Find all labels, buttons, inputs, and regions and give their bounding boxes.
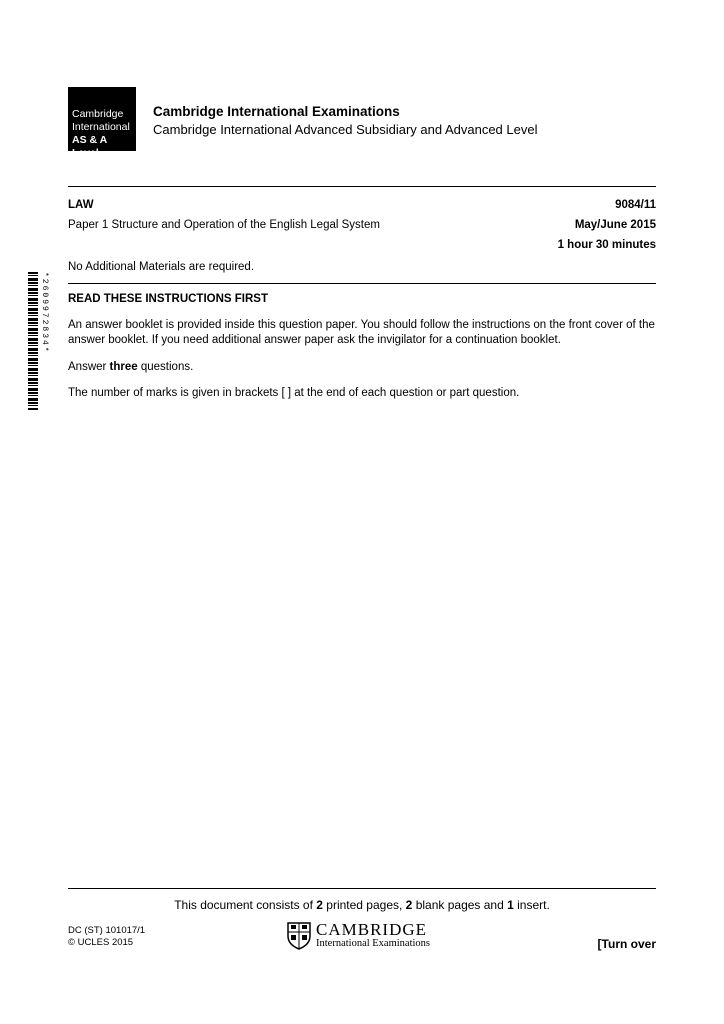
footer-divider <box>68 888 656 889</box>
instructions-divider <box>68 283 656 284</box>
materials-note: No Additional Materials are required. <box>68 261 255 273</box>
footer-codes <box>68 925 145 949</box>
cambridge-as-a-level-logo <box>68 87 136 159</box>
barcode-graphic <box>28 272 38 410</box>
turn-over-note: [Turn over <box>597 937 656 951</box>
document-code: DC (ST) 101017/1 <box>68 925 146 936</box>
subject-name: LAW <box>68 199 94 211</box>
exam-session: May/June 2015 <box>574 219 656 231</box>
qualification-subtitle: Cambridge International Advanced Subsidiary and Advanced Level <box>153 122 538 137</box>
instruction-answer-booklet: An answer booklet is provided inside this question paper. You should follow the instructions on the front cover of the answer booklet. If you need additional answer paper ask the invigilator for a continuation booklet. <box>68 319 655 346</box>
paper-code: 9084/11 <box>615 199 656 211</box>
top-divider <box>68 186 656 187</box>
page-count-note: This document consists of 2 printed pages, 2 blank pages and 1 insert. <box>174 898 550 912</box>
instruction-answer-count <box>68 360 193 375</box>
exam-duration: 1 hour 30 minutes <box>557 239 656 251</box>
answer-prefix: Answer <box>68 361 110 373</box>
barcode-number: *2609972834* <box>40 272 49 354</box>
copyright-notice: © UCLES 2015 <box>68 937 134 948</box>
logo-line-1: Cambridge <box>72 108 124 120</box>
cambridge-brand-subtitle: International Examinations <box>316 938 431 949</box>
logo-line-3: AS & A Level <box>72 134 107 159</box>
instruction-marks: The number of marks is given in brackets [ ] at the end of each question or part question. <box>68 387 520 399</box>
answer-count-bold: three <box>109 361 138 373</box>
cambridge-brand-name: CAMBRIDGE <box>316 920 428 939</box>
instructions-heading: READ THESE INSTRUCTIONS FIRST <box>68 293 268 305</box>
exam-board-title: Cambridge International Examinations <box>153 104 400 119</box>
cambridge-brand-logo <box>287 920 437 952</box>
cambridge-shield-icon <box>287 922 311 950</box>
logo-line-2: International <box>72 121 130 133</box>
paper-title: Paper 1 Structure and Operation of the English Legal System <box>68 219 380 231</box>
answer-suffix: questions. <box>137 361 194 373</box>
